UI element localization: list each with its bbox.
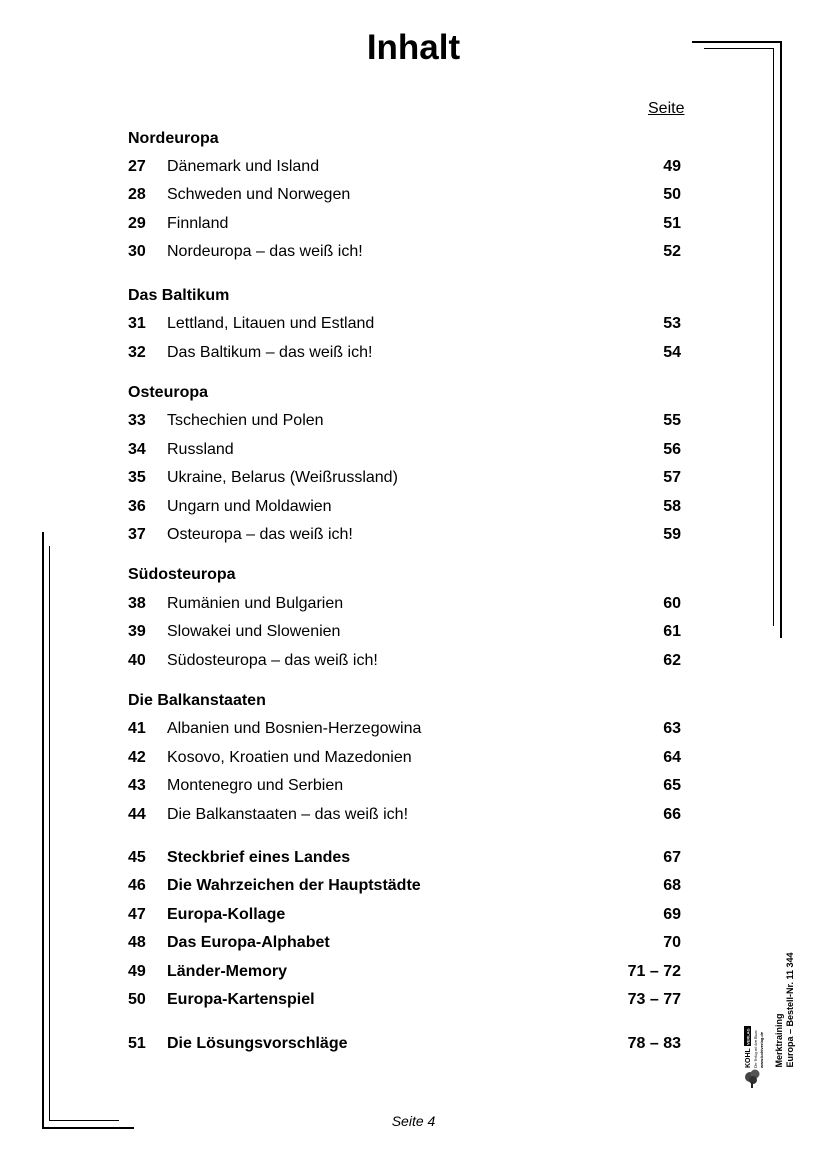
toc-row[interactable] — [128, 526, 681, 548]
toc-row[interactable] — [128, 720, 681, 742]
toc-title: Nordeuropa – das weiß ich! — [167, 243, 363, 260]
toc-title: Tschechien und Polen — [167, 412, 324, 429]
side-order-info — [774, 952, 796, 1067]
toc-page: 50 — [663, 186, 681, 203]
toc-title: Südosteuropa – das weiß ich! — [167, 652, 378, 669]
toc-page: 59 — [663, 526, 681, 543]
toc-number: 49 — [128, 963, 146, 980]
toc-number: 44 — [128, 806, 146, 823]
toc-title: Das Baltikum – das weiß ich! — [167, 344, 373, 361]
toc-number: 31 — [128, 315, 146, 332]
frame-bottom-left-inner-v — [49, 546, 50, 1120]
toc-row[interactable] — [128, 806, 681, 828]
frame-bottom-left-outer-v — [42, 532, 44, 1129]
toc-title: Schweden und Norwegen — [167, 186, 351, 203]
side-order-number: Europa – Bestell-Nr. 11 344 — [785, 952, 795, 1068]
toc-number: 42 — [128, 749, 146, 766]
toc-number: 37 — [128, 526, 146, 543]
frame-top-right-inner-v — [773, 48, 774, 626]
toc-number: 29 — [128, 215, 146, 232]
toc-row[interactable] — [128, 441, 681, 463]
toc-number: 39 — [128, 623, 146, 640]
toc-page: 67 — [663, 849, 681, 866]
toc-number: 35 — [128, 469, 146, 486]
toc-page: 71 – 72 — [627, 963, 681, 980]
toc-page: 61 — [663, 623, 681, 640]
toc-row[interactable] — [128, 315, 681, 337]
toc-title: Osteuropa – das weiß ich! — [167, 526, 353, 543]
toc-page: 55 — [663, 412, 681, 429]
toc-row[interactable] — [128, 991, 681, 1013]
toc-number: 51 — [128, 1035, 146, 1052]
toc-number: 43 — [128, 777, 146, 794]
toc-title: Ukraine, Belarus (Weißrussland) — [167, 469, 398, 486]
toc-number: 30 — [128, 243, 146, 260]
toc-row[interactable] — [128, 186, 681, 208]
page-column-label: Seite — [648, 100, 685, 117]
toc-number: 28 — [128, 186, 146, 203]
toc-page: 57 — [663, 469, 681, 486]
toc-page: 49 — [663, 158, 681, 175]
page-title: Inhalt — [366, 28, 461, 67]
toc-row[interactable] — [128, 215, 681, 237]
toc-row[interactable] — [128, 963, 681, 985]
toc-number: 40 — [128, 652, 146, 669]
toc-row[interactable] — [128, 906, 681, 928]
publisher-name: KOHL — [745, 1048, 752, 1068]
toc-title: Europa-Kollage — [167, 906, 286, 923]
toc-page: 69 — [663, 906, 681, 923]
toc-title: Rumänien und Bulgarien — [167, 595, 344, 612]
section-title-baltikum: Das Baltikum — [128, 287, 230, 304]
toc-page: 54 — [663, 344, 681, 361]
page-number-footer: Seite 4 — [391, 1113, 436, 1129]
toc-row[interactable] — [128, 344, 681, 366]
toc-page: 51 — [663, 215, 681, 232]
toc-title: Die Lösungsvorschläge — [167, 1035, 348, 1052]
side-series-title: Merktraining — [774, 1013, 784, 1068]
toc-number: 33 — [128, 412, 146, 429]
publisher-badge: VERLAG — [745, 1028, 751, 1045]
toc-title: Montenegro und Serbien — [167, 777, 344, 794]
toc-title: Das Europa-Alphabet — [167, 934, 330, 951]
toc-row[interactable] — [128, 158, 681, 180]
toc-row[interactable] — [128, 623, 681, 645]
toc-number: 36 — [128, 498, 146, 515]
toc-row-solutions[interactable] — [128, 1035, 681, 1057]
toc-number: 48 — [128, 934, 146, 951]
toc-number: 27 — [128, 158, 146, 175]
toc-title: Albanien und Bosnien-Herzegowina — [167, 720, 422, 737]
toc-title: Steckbrief eines Landes — [167, 849, 351, 866]
toc-row[interactable] — [128, 777, 681, 799]
toc-number: 41 — [128, 720, 146, 737]
toc-number: 34 — [128, 441, 146, 458]
toc-row[interactable] — [128, 934, 681, 956]
toc-row[interactable] — [128, 749, 681, 771]
toc-row[interactable] — [128, 412, 681, 434]
toc-page: 65 — [663, 777, 681, 794]
toc-page: 68 — [663, 877, 681, 894]
toc-page: 64 — [663, 749, 681, 766]
toc-row[interactable] — [128, 498, 681, 520]
publisher-url: www.kohlverlag.de — [759, 1031, 764, 1068]
toc-row[interactable] — [128, 849, 681, 871]
toc-title: Slowakei und Slowenien — [167, 623, 341, 640]
toc-page: 58 — [663, 498, 681, 515]
toc-title: Lettland, Litauen und Estland — [167, 315, 375, 332]
toc-page: 73 – 77 — [627, 991, 681, 1008]
toc-number: 47 — [128, 906, 146, 923]
toc-page: 62 — [663, 652, 681, 669]
section-title-nordeuropa: Nordeuropa — [128, 130, 219, 147]
toc-row[interactable] — [128, 652, 681, 674]
toc-page: 60 — [663, 595, 681, 612]
tree-icon — [745, 1070, 760, 1089]
publisher-slogan: Der Verlag mit dem Baum — [754, 1030, 758, 1068]
toc-page: 53 — [663, 315, 681, 332]
toc-number: 46 — [128, 877, 146, 894]
toc-title: Dänemark und Island — [167, 158, 320, 175]
frame-top-right-outer-v — [780, 41, 782, 638]
section-title-osteuropa: Osteuropa — [128, 384, 209, 401]
toc-number: 32 — [128, 344, 146, 361]
toc-number: 38 — [128, 595, 146, 612]
toc-number: 50 — [128, 991, 146, 1008]
toc-number: 45 — [128, 849, 146, 866]
toc-page: 56 — [663, 441, 681, 458]
toc-title: Russland — [167, 441, 234, 458]
toc-title: Europa-Kartenspiel — [167, 991, 315, 1008]
toc-page: 70 — [663, 934, 681, 951]
toc-page: 78 – 83 — [627, 1035, 681, 1052]
toc-row[interactable] — [128, 595, 681, 617]
toc-title: Die Wahrzeichen der Hauptstädte — [167, 877, 421, 894]
toc-title: Kosovo, Kroatien und Mazedonien — [167, 749, 412, 766]
toc-page: 63 — [663, 720, 681, 737]
toc-page: 66 — [663, 806, 681, 823]
section-title-balkanstaaten: Die Balkanstaaten — [128, 692, 266, 709]
toc-row[interactable] — [128, 243, 681, 265]
toc-row[interactable] — [128, 877, 681, 899]
toc-title: Länder-Memory — [167, 963, 288, 980]
toc-title: Die Balkanstaaten – das weiß ich! — [167, 806, 409, 823]
toc-row[interactable] — [128, 469, 681, 491]
toc-title: Finnland — [167, 215, 229, 232]
toc-page: 52 — [663, 243, 681, 260]
publisher-logo — [742, 1022, 766, 1090]
section-title-suedosteuropa: Südosteuropa — [128, 566, 236, 583]
toc-title: Ungarn und Moldawien — [167, 498, 332, 515]
